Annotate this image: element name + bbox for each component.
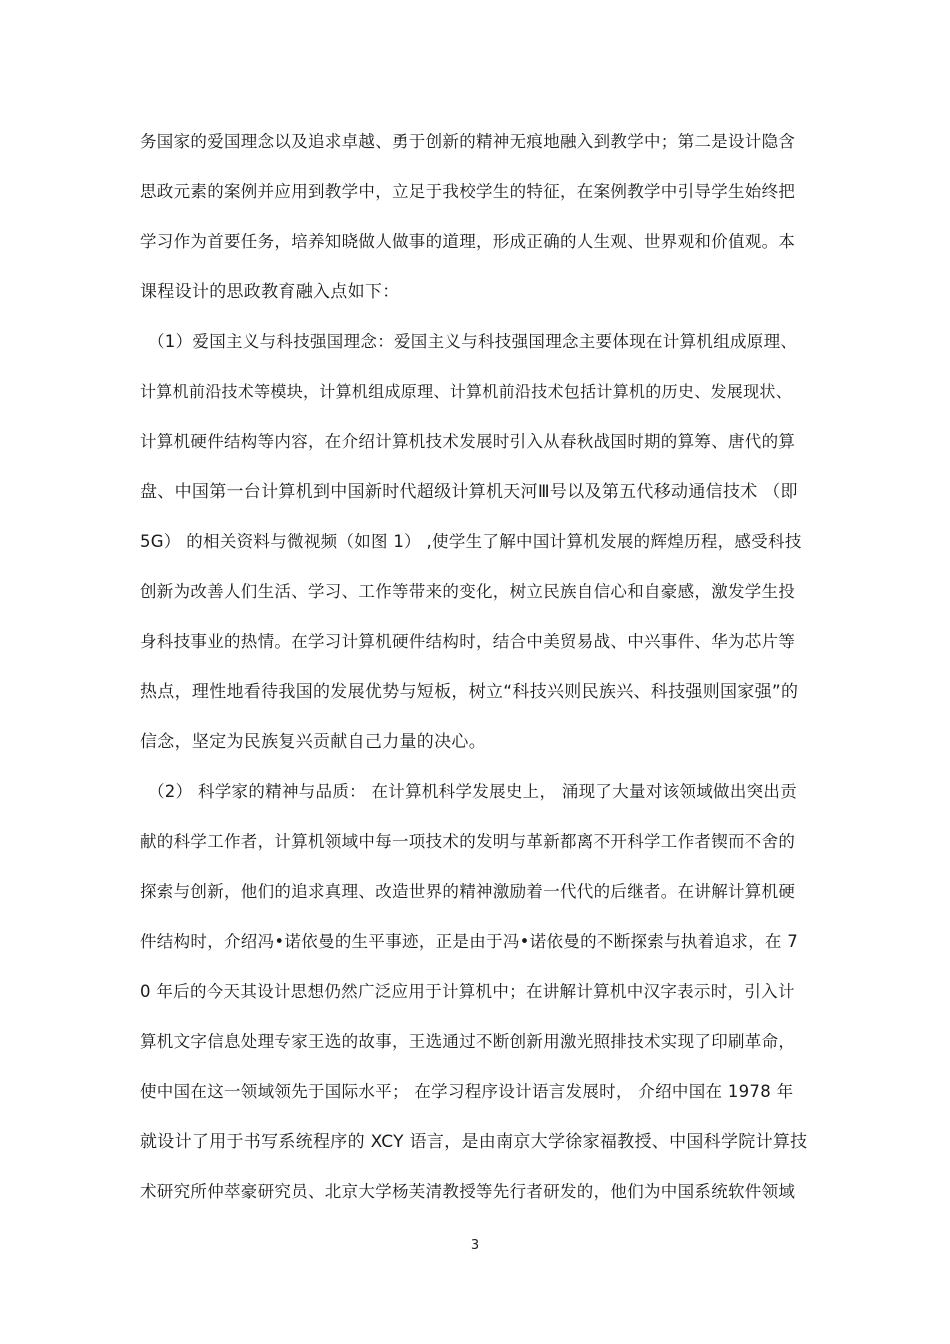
text-line: 计算机前沿技术等模块，计算机组成原理、计算机前沿技术包括计算机的历史、发展现状、	[140, 382, 793, 401]
text-line: 使中国在这一领域领先于国际水平； 在学习程序设计语言发展时， 介绍中国在 1978 年	[140, 1082, 794, 1101]
text-line: 热点，理性地看待我国的发展优势与短板，树立“科技兴则民族兴、科技强则国家强”的	[140, 682, 799, 702]
text-line: 盘、中国第一台计算机到中国新时代超级计算机天河Ⅲ号以及第五代移动通信技术 （即	[140, 482, 798, 502]
text-line: 计算机硬件结构等内容，在介绍计算机技术发展时引入从春秋战国时期的算筹、唐代的算	[140, 432, 796, 451]
text-line: （2） 科学家的精神与品质： 在计算机科学发展史上， 涌现了大量对该领域做出突出贡	[148, 782, 798, 801]
text-line: 件结构时，介绍冯•诺依曼的生平事迹，正是由于冯•诺依曼的不断探索与执着追求，在 7	[140, 932, 799, 951]
text-line: 献的科学工作者，计算机领域中每一项技术的发明与革新都离不开科学工作者锲而不舍的	[140, 832, 796, 851]
text-line: 就设计了用于书写系统程序的 XCY 语言，是由南京大学徐家福教授、中国科学院计算技	[140, 1132, 808, 1152]
text-line: 课程设计的思政教育融入点如下：	[140, 282, 400, 302]
page-number: 3	[470, 1238, 480, 1253]
text-line: 创新为改善人们生活、学习、工作等带来的变化，树立民族自信心和自豪感，激发学生投	[140, 582, 796, 601]
text-line: 0 年后的今天其设计思想仍然广泛应用于计算机中；在讲解计算机中汉字表示时，引入计	[140, 982, 795, 1001]
text-line: 思政元素的案例并应用到教学中，立足于我校学生的特征，在案例教学中引导学生始终把	[140, 182, 796, 201]
text-line: 身科技事业的热情。在学习计算机硬件结构时，结合中美贸易战、中兴事件、华为芯片等	[140, 632, 796, 651]
text-line: （1）爱国主义与科技强国理念：爱国主义与科技强国理念主要体现在计算机组成原理、	[148, 332, 798, 351]
text-line: 务国家的爱国理念以及追求卓越、勇于创新的精神无痕地融入到教学中；第二是设计隐含	[140, 132, 796, 151]
text-line: 信念，坚定为民族复兴贡献自己力量的决心。	[140, 732, 486, 752]
text-line: 5G） 的相关资料与微视频（如图 1） ,使学生了解中国计算机发展的辉煌历程，感受科技	[140, 532, 802, 551]
text-line: 探索与创新，他们的追求真理、改造世界的精神激励着一代代的后继者。在讲解计算机硬	[140, 882, 796, 901]
text-line: 术研究所仲萃豪研究员、北京大学杨芙清教授等先行者研发的，他们为中国系统软件领域	[140, 1182, 796, 1201]
text-line: 算机文字信息处理专家王选的故事，王选通过不断创新用激光照排技术实现了印刷革命，	[140, 1032, 796, 1051]
text-line: 学习作为首要任务，培养知晓做人做事的道理，形成正确的人生观、世界观和价值观。本	[140, 232, 796, 251]
